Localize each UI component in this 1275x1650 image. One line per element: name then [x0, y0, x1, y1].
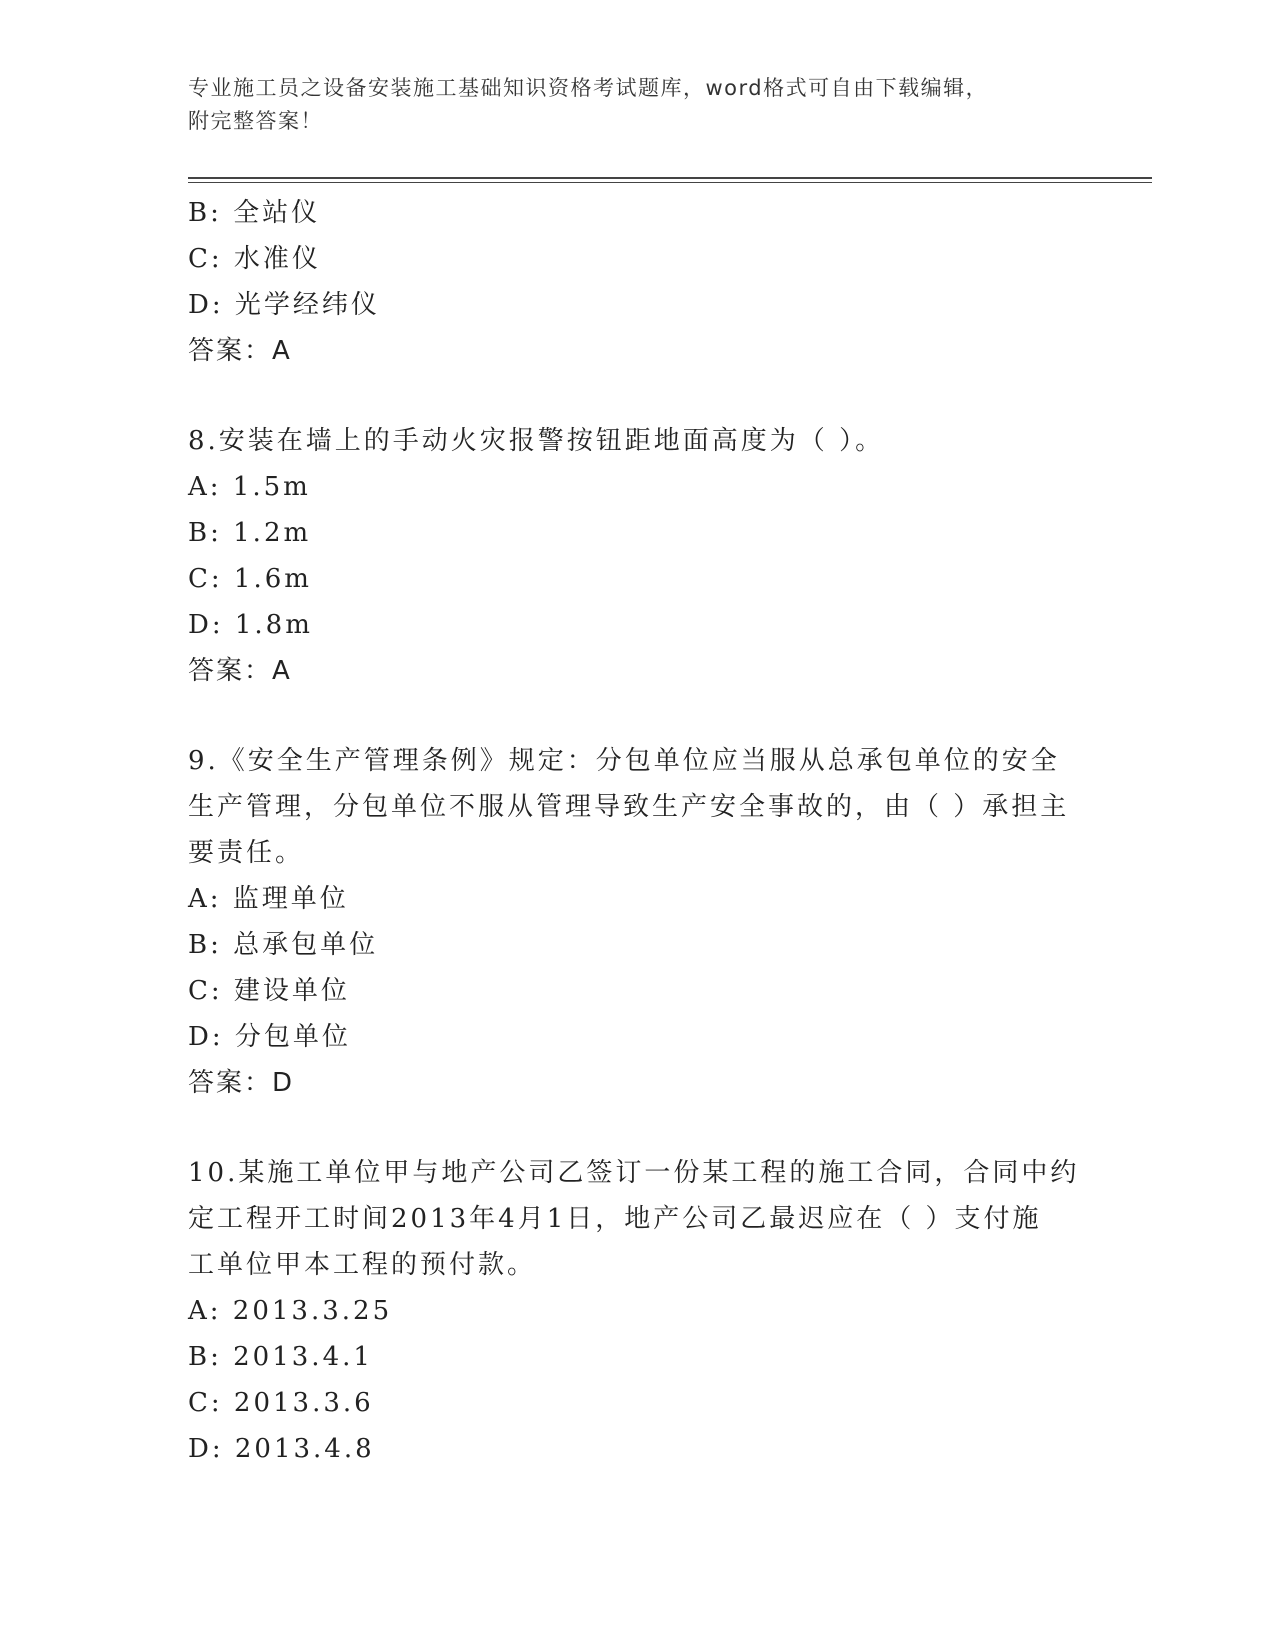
question-text-line-2: 定工程开工时间2013年4月1日，地产公司乙最迟应在（ ）支付施: [188, 1204, 1042, 1234]
question-9: [188, 738, 1088, 1106]
option-d: D: 2013.4.8: [188, 1434, 375, 1464]
option-b: B: 1.2m: [188, 518, 312, 548]
header-title-line-2: 附完整答案！: [188, 109, 323, 133]
spacer: [188, 694, 1088, 738]
option-b: B: 总承包单位: [188, 930, 379, 960]
question-text: 8.安装在墙上的手动火灾报警按钮距地面高度为（ ）。: [188, 426, 885, 456]
answer-line: 答案：D: [188, 1068, 295, 1098]
question-text-line-3: 要责任。: [188, 838, 305, 868]
question-text-line-2: 生产管理，分包单位不服从管理导致生产安全事故的，由（ ）承担主: [188, 792, 1070, 822]
header-divider-thin: [188, 182, 1152, 183]
option-c: C: 1.6m: [188, 564, 312, 594]
question-text-line-3: 工单位甲本工程的预付款。: [188, 1250, 537, 1280]
question-10: [188, 1150, 1088, 1472]
option-d: D: 光学经纬仪: [188, 290, 380, 320]
document-header: [188, 72, 1068, 138]
header-divider-thick: [188, 177, 1152, 179]
option-b: B: 全站仪: [188, 198, 321, 228]
spacer: [188, 1106, 1088, 1150]
answer-line: 答案：A: [188, 336, 292, 366]
option-c: C: 建设单位: [188, 976, 350, 1006]
option-a: A: 监理单位: [188, 884, 349, 914]
option-b: B: 2013.4.1: [188, 1342, 373, 1372]
question-7: [188, 190, 1088, 374]
option-c: C: 2013.3.6: [188, 1388, 374, 1418]
option-d: D: 分包单位: [188, 1022, 351, 1052]
question-text-line-1: 10.某施工单位甲与地产公司乙签订一份某工程的施工合同，合同中约: [188, 1158, 1080, 1188]
option-a: A: 1.5m: [188, 472, 311, 502]
option-c: C: 水准仪: [188, 244, 321, 274]
spacer: [188, 374, 1088, 418]
answer-line: 答案：A: [188, 656, 292, 686]
question-list: [188, 190, 1088, 1472]
question-8: [188, 418, 1088, 694]
header-title-line-1: 专业施工员之设备安装施工基础知识资格考试题库，word格式可自由下载编辑，: [188, 76, 989, 100]
option-a: A: 2013.3.25: [188, 1296, 393, 1326]
question-text-line-1: 9.《安全生产管理条例》规定：分包单位应当服从总承包单位的安全: [188, 746, 1060, 776]
option-d: D: 1.8m: [188, 610, 313, 640]
